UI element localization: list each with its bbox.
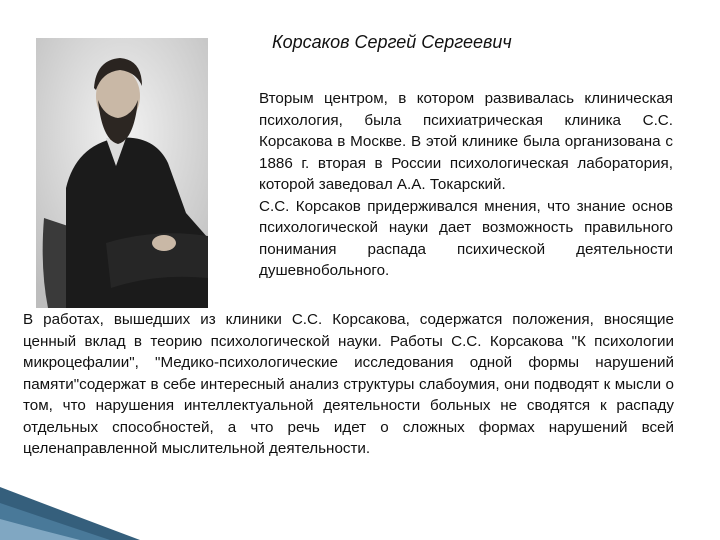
body-text xyxy=(23,309,674,460)
intro-paragraph-1: Вторым центром, в котором развивалась клиническая психология, была психиатрическая клиника С.С. Корсакова в Москве. В этой клинике была организована с 1886 г. вторая в России психологическая лаборатория, которой заведовал А.А. Токарский. xyxy=(259,90,673,193)
slide-title: Корсаков Сергей Сергеевич xyxy=(272,32,512,52)
body-paragraph: В работах, вышедших из клиники С.С. Корсакова, содержатся положения, вносящие ценный вклад в теорию психологической науки. Работы С.С. Корсакова "К психологии микроцефалии", "Медико-психологические исследования одной формы нарушений памяти"содержат в себе интересный анализ структуры слабоумия, они подводят к мысли о том, что нарушения интеллектуальной деятельности больных не сводятся к распаду отдельных способностей, а что речь идет о сложных формах нарушений всей целенаправленной мыслительной деятельности. xyxy=(23,311,674,457)
corner-decoration xyxy=(0,455,140,540)
portrait-photo xyxy=(36,38,208,308)
intro-paragraph-2: С.С. Корсаков придерживался мнения, что знание основ психологической науки дает возможность правильного понимания распада психической деятельности душевнобольного. xyxy=(259,197,673,279)
intro-text xyxy=(259,88,673,282)
